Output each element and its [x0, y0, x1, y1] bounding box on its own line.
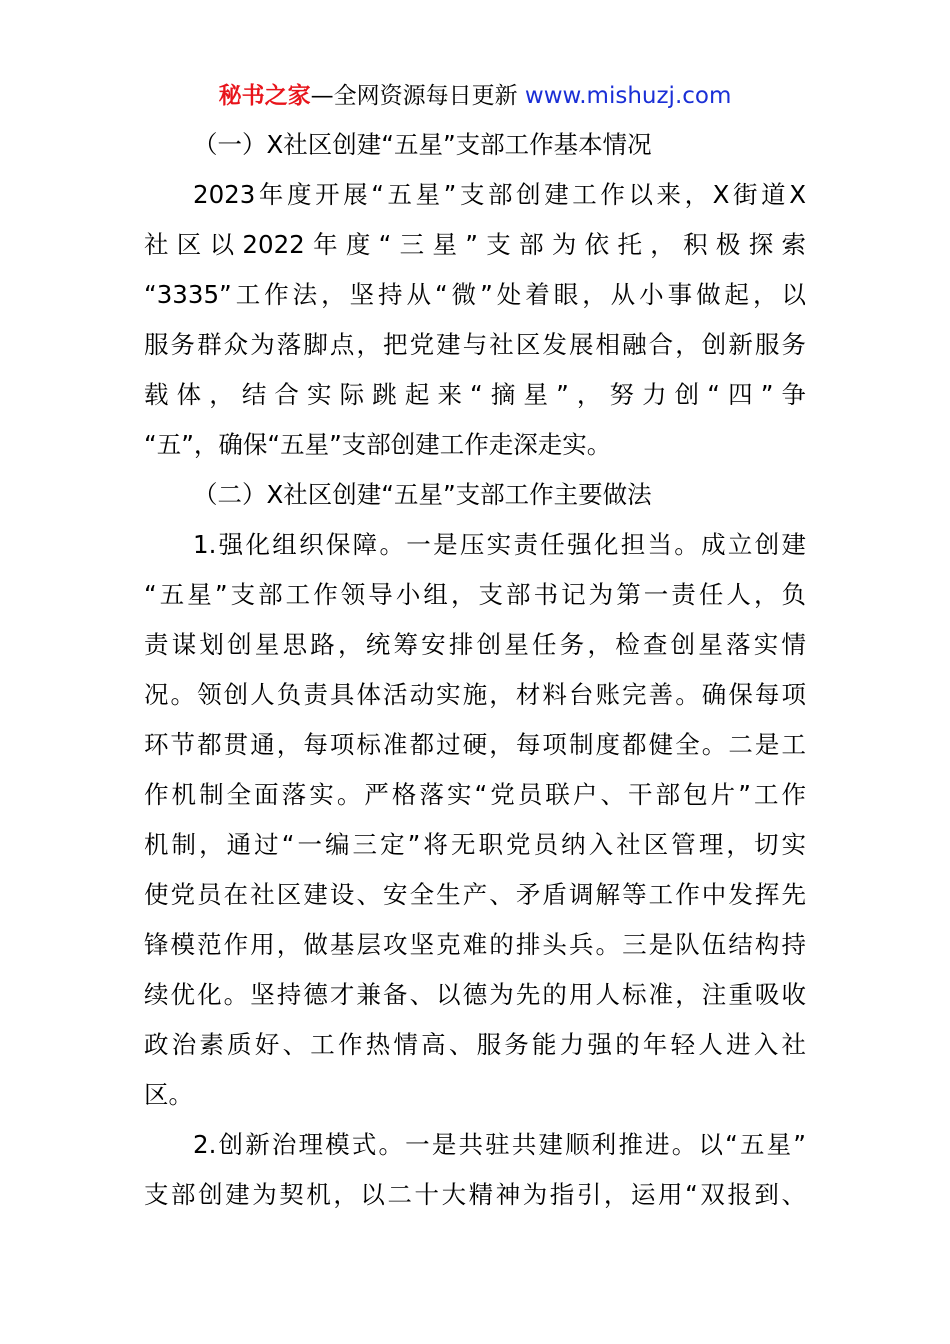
text-line: 况。领创人负责具体活动实施，材料台账完善。确保每项 — [144, 680, 806, 709]
text-line: 机制，通过“一编三定”将无职党员纳入社区管理，切实 — [144, 830, 806, 859]
text-line: 服务群众为落脚点，把党建与社区发展相融合，创新服务 — [144, 330, 806, 359]
text-line: 环节都贯通，每项标准都过硬，每项制度都健全。二是工 — [144, 730, 806, 759]
text-line: “五星”支部工作领导小组，支部书记为第一责任人，负 — [144, 580, 806, 609]
text-line: 政治素质好、工作热情高、服务能力强的年轻人进入社 — [144, 1030, 806, 1059]
text-line: 2.创新治理模式。一是共驻共建顺利推进。以“五星” — [193, 1130, 806, 1159]
site-header — [0, 80, 950, 112]
header-tagline: —全网资源每日更新 — [310, 83, 518, 109]
text-line: 锋模范作用，做基层攻坚克难的排头兵。三是队伍结构持 — [144, 930, 806, 959]
site-url-link[interactable]: www.mishuzj.com — [524, 83, 732, 109]
text-line: 使党员在社区建设、安全生产、矛盾调解等工作中发挥先 — [144, 880, 806, 909]
text-line: 区。 — [144, 1080, 193, 1109]
text-line: （二）X社区创建“五星”支部工作主要做法 — [193, 480, 652, 509]
text-line: 作机制全面落实。严格落实“党员联户、干部包片”工作 — [144, 780, 806, 809]
text-line: 载体，结合实际跳起来“摘星”，努力创“四”争 — [144, 380, 806, 409]
text-line: 2023年度开展“五星”支部创建工作以来，X街道X — [193, 180, 806, 209]
text-line: 续优化。坚持德才兼备、以德为先的用人标准，注重吸收 — [144, 980, 806, 1009]
brand-name: 秘书之家 — [218, 83, 311, 109]
text-line: 支部创建为契机，以二十大精神为指引，运用“双报到、 — [144, 1180, 806, 1209]
document-body — [144, 120, 806, 1220]
text-line: “3335”工作法，坚持从“微”处着眼，从小事做起，以 — [144, 280, 806, 309]
text-line: 责谋划创星思路，统筹安排创星任务，检查创星落实情 — [144, 630, 806, 659]
text-line: “五”，确保“五星”支部创建工作走深走实。 — [144, 430, 612, 459]
text-line: 1.强化组织保障。一是压实责任强化担当。成立创建 — [193, 530, 806, 559]
text-line: （一）X社区创建“五星”支部工作基本情况 — [193, 130, 652, 159]
text-line: 社区以2022年度“三星”支部为依托，积极探索 — [144, 230, 806, 259]
